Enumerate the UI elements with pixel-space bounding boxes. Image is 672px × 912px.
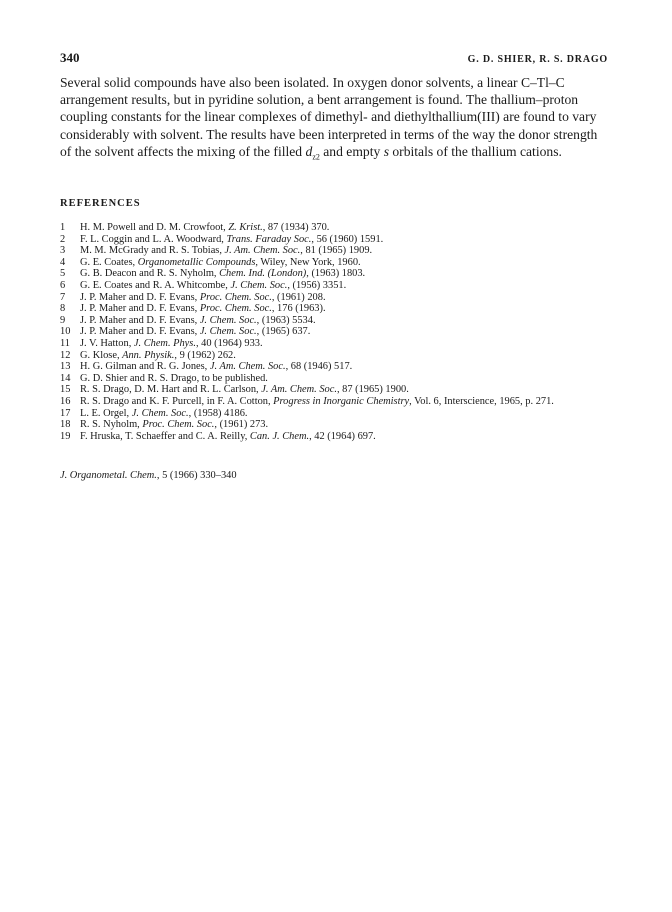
reference-number: 12 — [60, 349, 71, 361]
reference-number: 6 — [60, 279, 66, 291]
reference-item — [60, 303, 608, 315]
summary-text: Several solid compounds have also been isolated. In oxygen donor solvents, a linear C–Tl–C arrangement results, but in pyridine solution, a bent arrangement is found. The thallium–proton coupling constants for the linear complexes of dimethyl- and diethylthallium(III) are found to vary considerably with solvent. The results have been interpreted in terms of the way the donor strength of the solvent affects the mixing of the filled — [60, 75, 598, 159]
reference-authors: F. L. Coggin and L. A. Woodward, — [80, 233, 227, 245]
reference-item — [60, 326, 608, 338]
reference-details: , (1963) 1803. — [306, 268, 366, 280]
reference-text — [80, 245, 608, 257]
reference-item — [60, 292, 608, 304]
reference-authors: J. V. Hatton, — [80, 337, 134, 349]
reference-details: , (1961) 273. — [214, 419, 269, 431]
summary-text-3: orbitals of the thallium cations. — [388, 143, 562, 159]
reference-item — [60, 419, 608, 431]
reference-item — [60, 268, 608, 280]
reference-authors: G. E. Coates, — [80, 256, 138, 268]
reference-text — [80, 315, 608, 327]
reference-number: 3 — [60, 245, 66, 257]
reference-authors: J. P. Maher and D. F. Evans, — [80, 326, 200, 338]
reference-text — [80, 303, 608, 315]
reference-details: , 68 (1946) 517. — [285, 361, 353, 373]
reference-text — [80, 234, 608, 246]
running-head: G. D. SHIER, R. S. DRAGO — [467, 54, 608, 65]
reference-details: , (1963) 5534. — [256, 314, 316, 326]
footer-journal: J. Organometal. Chem. — [60, 470, 157, 481]
reference-details: , 9 (1962) 262. — [174, 349, 236, 361]
reference-text — [80, 431, 608, 443]
reference-text — [80, 326, 608, 338]
reference-text — [80, 292, 608, 304]
reference-authors: G. B. Deacon and R. S. Nyholm, — [80, 268, 220, 280]
reference-journal: J. Chem. Soc. — [131, 407, 189, 419]
reference-authors: R. S. Nyholm, — [80, 419, 143, 431]
reference-number: 10 — [60, 326, 71, 338]
reference-item — [60, 396, 608, 408]
reference-number: 5 — [60, 268, 66, 280]
reference-text — [80, 408, 608, 420]
reference-text — [80, 419, 608, 431]
reference-number: 13 — [60, 361, 71, 373]
reference-details: , 87 (1934) 370. — [262, 222, 330, 233]
reference-text — [80, 338, 608, 350]
journal-footer — [60, 470, 237, 481]
reference-item — [60, 361, 608, 373]
reference-number: 11 — [60, 337, 71, 349]
reference-journal: Proc. Chem. Soc. — [199, 303, 272, 315]
reference-number: 1 — [60, 222, 66, 233]
reference-authors: R. S. Drago and K. F. Purcell, in F. A. Cotton, — [80, 395, 274, 407]
reference-item — [60, 350, 608, 362]
reference-details: , 87 (1965) 1900. — [336, 384, 409, 396]
reference-item — [60, 338, 608, 350]
reference-details: , (1956) 3351. — [287, 279, 347, 291]
reference-number: 8 — [60, 303, 66, 315]
reference-item — [60, 222, 608, 234]
reference-details: , Wiley, New York, 1960. — [255, 256, 361, 268]
reference-journal: J. Chem. Soc. — [199, 326, 257, 338]
reference-details: , 40 (1964) 933. — [195, 337, 263, 349]
reference-number: 19 — [60, 430, 71, 442]
reference-details: , Vol. 6, Interscience, 1965, p. 271. — [409, 395, 554, 407]
reference-authors: G. D. Shier and R. S. Drago, to be published. — [80, 372, 268, 384]
reference-journal: J. Chem. Phys. — [133, 337, 196, 349]
reference-number: 16 — [60, 395, 71, 407]
reference-authors: J. P. Maher and D. F. Evans, — [80, 303, 200, 315]
summary-text-2: and empty — [319, 143, 384, 159]
reference-item — [60, 431, 608, 443]
reference-details: , (1958) 4186. — [188, 407, 248, 419]
reference-details: , 81 (1965) 1909. — [300, 245, 373, 257]
reference-text — [80, 257, 608, 269]
reference-journal: Proc. Chem. Soc. — [142, 419, 215, 431]
reference-text — [80, 361, 608, 373]
reference-text — [80, 350, 608, 362]
reference-number: 7 — [60, 291, 66, 303]
references-heading: REFERENCES — [60, 198, 141, 209]
page-number: 340 — [60, 50, 80, 65]
reference-details: , (1965) 637. — [256, 326, 311, 338]
page-header — [60, 50, 608, 66]
reference-authors: H. G. Gilman and R. G. Jones, — [80, 361, 210, 373]
reference-details: , (1961) 208. — [271, 291, 326, 303]
reference-authors: M. M. McGrady and R. S. Tobias, — [80, 245, 225, 257]
reference-item — [60, 408, 608, 420]
reference-item — [60, 257, 608, 269]
reference-journal: Proc. Chem. Soc. — [199, 291, 272, 303]
reference-text — [80, 384, 608, 396]
reference-text — [80, 396, 608, 408]
reference-authors: J. P. Maher and D. F. Evans, — [80, 291, 200, 303]
reference-number: 2 — [60, 233, 66, 245]
reference-authors: R. S. Drago, D. M. Hart and R. L. Carlson, — [80, 384, 262, 396]
reference-item — [60, 234, 608, 246]
reference-journal: J. Am. Chem. Soc. — [209, 361, 286, 373]
reference-journal: J. Am. Chem. Soc. — [224, 245, 301, 257]
reference-journal: J. Chem. Soc. — [199, 314, 257, 326]
reference-item — [60, 373, 608, 385]
reference-authors: G. Klose, — [80, 349, 123, 361]
reference-text — [80, 280, 608, 292]
reference-authors: G. E. Coates and R. A. Whitcombe, — [80, 279, 231, 291]
reference-authors: F. Hruska, T. Schaeffer and C. A. Reilly, — [80, 430, 250, 442]
reference-journal: Z. Krist. — [228, 222, 263, 233]
reference-journal: Progress in Inorganic Chemistry — [273, 395, 410, 407]
reference-journal: J. Chem. Soc. — [230, 279, 288, 291]
footer-citation: , 5 (1966) 330–340 — [156, 470, 237, 481]
reference-journal: Can. J. Chem. — [249, 430, 310, 442]
reference-item — [60, 315, 608, 327]
reference-number: 4 — [60, 256, 66, 268]
reference-text — [80, 222, 608, 234]
reference-authors: J. P. Maher and D. F. Evans, — [80, 314, 200, 326]
reference-details: , 176 (1963). — [271, 303, 326, 315]
d-orbital-subscript: z2 — [312, 152, 320, 162]
reference-number: 14 — [60, 372, 71, 384]
reference-text — [80, 373, 608, 385]
reference-journal: Chem. Ind. (London) — [219, 268, 307, 280]
reference-journal: Trans. Faraday Soc. — [226, 233, 312, 245]
references-list — [60, 222, 608, 442]
d-orbital-symbol: d — [305, 143, 313, 159]
reference-item — [60, 384, 608, 396]
reference-authors: L. E. Orgel, — [80, 407, 132, 419]
reference-number: 9 — [60, 314, 66, 326]
reference-text — [80, 268, 608, 280]
reference-number: 15 — [60, 384, 71, 396]
reference-number: 17 — [60, 407, 71, 419]
reference-item — [60, 245, 608, 257]
reference-authors: H. M. Powell and D. M. Crowfoot, — [80, 222, 229, 233]
reference-details: , 56 (1960) 1591. — [311, 233, 384, 245]
reference-journal: Ann. Physik. — [122, 349, 175, 361]
s-orbital-symbol: s — [383, 143, 389, 159]
summary-paragraph — [60, 74, 608, 166]
reference-journal: J. Am. Chem. Soc. — [261, 384, 337, 396]
reference-journal: Organometallic Compounds — [137, 256, 256, 268]
reference-details: , 42 (1964) 697. — [309, 430, 376, 442]
reference-number: 18 — [60, 419, 71, 431]
reference-item — [60, 280, 608, 292]
